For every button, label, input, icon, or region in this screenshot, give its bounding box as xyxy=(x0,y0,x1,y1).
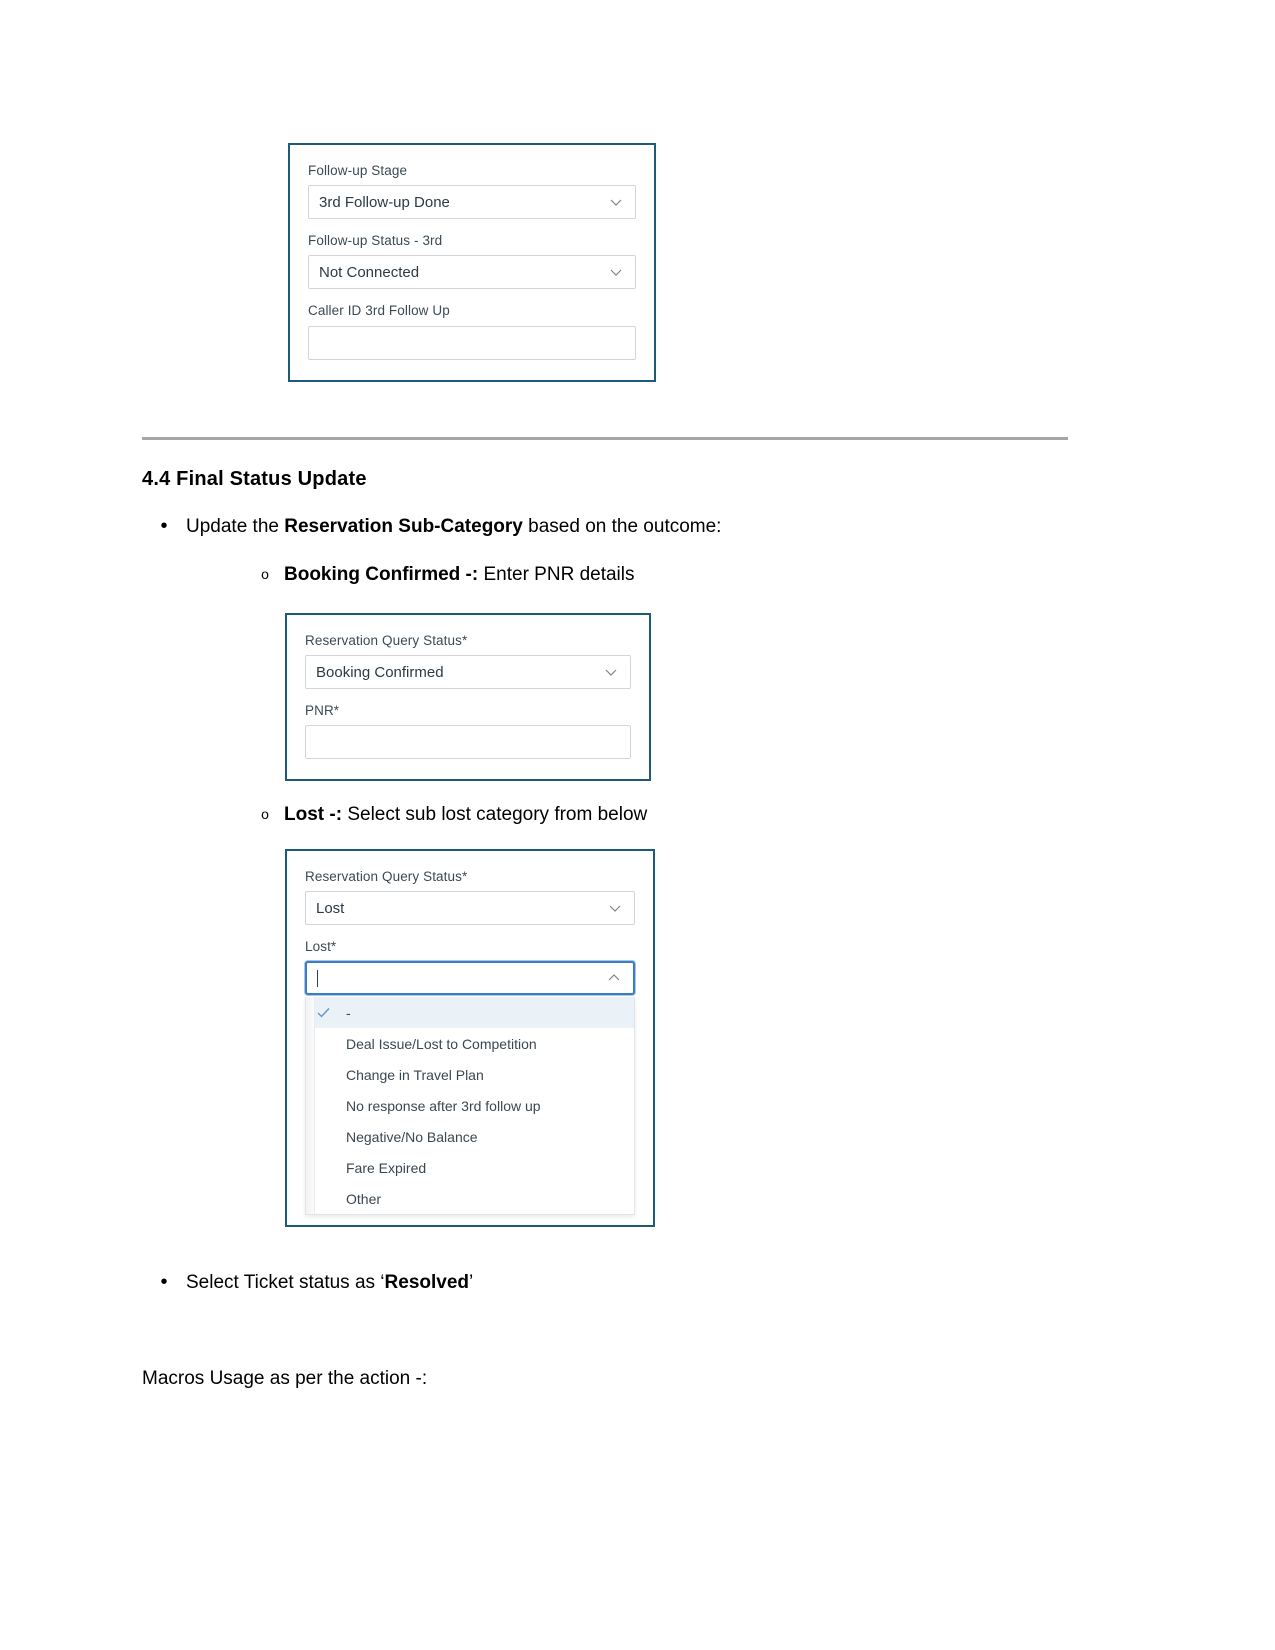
text-caret xyxy=(317,970,318,987)
dropdown-option-change-in-travel-plan[interactable] xyxy=(306,1059,634,1090)
field-caller-id-3rd-follow-up xyxy=(308,303,636,359)
lost-combobox[interactable] xyxy=(305,961,635,995)
pnr-input[interactable] xyxy=(305,725,631,759)
field-label: Reservation Query Status* xyxy=(305,633,468,648)
dropdown-option-label: Deal Issue/Lost to Competition xyxy=(346,1035,537,1052)
dropdown-option-no-response[interactable] xyxy=(306,1090,634,1121)
bullet-text-post: Select sub lost category from below xyxy=(342,804,648,825)
field-label: PNR* xyxy=(305,703,340,719)
bullet-text-post: Enter PNR details xyxy=(478,564,635,585)
bullet-text-pre: Update the xyxy=(186,516,285,537)
closing-line: Macros Usage as per the action -: xyxy=(142,1368,428,1389)
bullet-text xyxy=(186,514,721,540)
field-reservation-query-status xyxy=(305,869,635,925)
page-title: 4.4 Final Status Update xyxy=(142,468,367,490)
chevron-up-icon[interactable] xyxy=(605,969,623,987)
dropdown-option-deal-issue[interactable] xyxy=(306,1028,634,1059)
follow-up-status-select[interactable] xyxy=(308,255,636,289)
bullet-text-bold: Booking Confirmed -: xyxy=(284,564,479,585)
bullet-text-post: based on the outcome: xyxy=(522,516,722,537)
select-value: Lost xyxy=(316,899,345,917)
field-label: Reservation Query Status* xyxy=(305,869,468,884)
field-follow-up-stage xyxy=(308,163,636,219)
bullet-circle-icon: o xyxy=(261,566,269,582)
bullet-ticket-status xyxy=(142,1270,1062,1296)
field-label: Caller ID 3rd Follow Up xyxy=(308,303,450,319)
bullet-circle-icon: o xyxy=(261,806,269,822)
bullet-text xyxy=(186,1270,473,1296)
bullet-lost xyxy=(246,802,1066,828)
dropdown-option-other[interactable] xyxy=(306,1183,634,1214)
lost-category-screenshot xyxy=(285,849,655,1227)
caller-id-input[interactable] xyxy=(308,326,636,360)
bullet-text xyxy=(284,562,635,588)
booking-confirmed-screenshot xyxy=(285,613,651,781)
bullet-dot-icon: • xyxy=(160,515,168,537)
dropdown-option-label: Negative/No Balance xyxy=(346,1128,478,1145)
field-reservation-query-status xyxy=(305,633,631,689)
bullet-text-bold: Lost -: xyxy=(284,804,343,825)
bullet-update-sub-category xyxy=(142,514,1062,540)
field-pnr xyxy=(305,703,631,759)
chevron-down-icon xyxy=(607,193,625,211)
reservation-query-status-select[interactable] xyxy=(305,655,631,689)
bullet-booking-confirmed xyxy=(246,562,1066,588)
lost-options-dropdown[interactable] xyxy=(305,997,635,1215)
bullet-text-pre: Select Ticket status as ‘ xyxy=(186,1272,385,1293)
dropdown-scroll-strip[interactable] xyxy=(306,997,315,1214)
dropdown-option-label: Fare Expired xyxy=(346,1159,427,1176)
field-label: Lost* xyxy=(305,939,337,955)
bullet-text-post: ’ xyxy=(469,1272,474,1293)
select-value: Not Connected xyxy=(319,263,420,281)
reservation-query-status-select[interactable] xyxy=(305,891,635,925)
field-label: Follow-up Stage xyxy=(308,163,408,178)
dropdown-option-fare-expired[interactable] xyxy=(306,1152,634,1183)
bullet-text xyxy=(284,802,647,828)
chevron-down-icon xyxy=(602,663,620,681)
dropdown-option-dash[interactable] xyxy=(306,997,634,1028)
dropdown-option-label: Other xyxy=(346,1190,382,1207)
followup-stage-screenshot xyxy=(288,143,656,382)
bullet-dot-icon: • xyxy=(160,1271,168,1293)
dropdown-option-label: - xyxy=(346,1004,351,1021)
field-follow-up-status-3rd xyxy=(308,233,636,289)
dropdown-option-negative-no-balance[interactable] xyxy=(306,1121,634,1152)
field-lost xyxy=(305,939,635,1215)
check-icon xyxy=(316,1005,336,1020)
dropdown-option-label: No response after 3rd follow up xyxy=(346,1097,541,1114)
bullet-text-bold: Resolved xyxy=(384,1272,470,1293)
chevron-down-icon xyxy=(607,263,625,281)
bullet-text-bold: Reservation Sub-Category xyxy=(284,516,523,537)
section-divider xyxy=(142,437,1068,440)
select-value: 3rd Follow-up Done xyxy=(319,193,450,211)
follow-up-stage-select[interactable] xyxy=(308,185,636,219)
field-label: Follow-up Status - 3rd xyxy=(308,233,443,249)
chevron-down-icon xyxy=(606,899,624,917)
select-value: Booking Confirmed xyxy=(316,663,444,681)
dropdown-option-label: Change in Travel Plan xyxy=(346,1066,484,1083)
